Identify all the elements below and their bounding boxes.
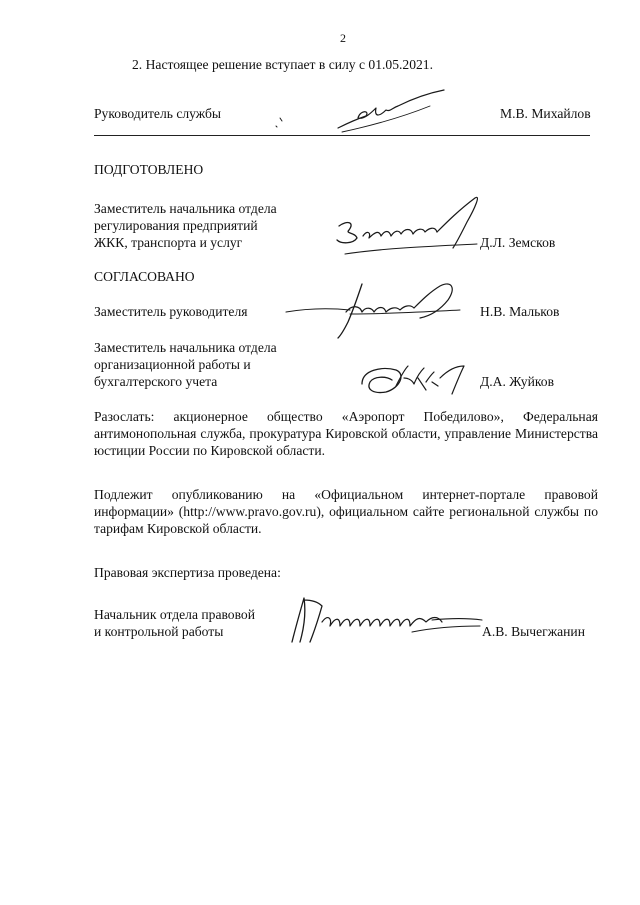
agreed-heading: СОГЛАСОВАНО [94,269,195,284]
decision-clause: 2. Настоящее решение вступает в силу с 01.05.2021. [132,57,433,72]
separator-line [94,135,590,136]
agreed-signer-1-name: Н.В. Мальков [480,304,560,319]
agreed-signer-2-name: Д.А. Жуйков [480,374,555,389]
prepared-position-line-1: Заместитель начальника отдела [94,201,277,216]
head-position: Руководитель службы [94,106,222,121]
agreed-signer-1-position: Заместитель руководителя [94,304,248,319]
prepared-signature-icon [325,192,485,264]
legal-review-statement: Правовая экспертиза проведена: [94,565,281,580]
legal-review-signature-icon [282,592,492,648]
legal-review-position-line-1: Начальник отдела правовой [94,607,256,622]
agreed-signer-1-signature-icon [280,278,470,340]
publication-paragraph: Подлежит опубликованию на «Официальном интернет-портале правовой информации» (http://www.pravo.gov.ru), официальном сайте региональной службы по тарифам Кировской области. [94,487,598,536]
distribution-paragraph: Разослать: акционерное общество «Аэропорт Победилово», Федеральная антимонопольная служба, прокуратура Кировской области, управление Министерства юстиции России по Кировской области. [94,409,598,458]
legal-review-name: А.В. Вычегжанин [482,624,585,639]
head-signature-icon [320,88,450,138]
agreed-signer-2-position-line-3: бухгалтерского учета [94,374,218,389]
legal-review-position-line-2: и контрольной работы [94,624,224,639]
agreed-signer-2-position-line-2: организационной работы и [94,357,251,372]
agreed-signer-2-position-line-1: Заместитель начальника отдела [94,340,277,355]
prepared-position-line-2: регулирования предприятий [94,218,258,233]
prepared-name: Д.Л. Земсков [480,235,556,250]
prepared-heading: ПОДГОТОВЛЕНО [94,162,204,177]
page-number: 2 [340,31,346,45]
agreed-signer-2-signature-icon [352,356,472,400]
head-name: М.В. Михайлов [500,106,591,121]
prepared-position-line-3: ЖКК, транспорта и услуг [94,235,243,250]
